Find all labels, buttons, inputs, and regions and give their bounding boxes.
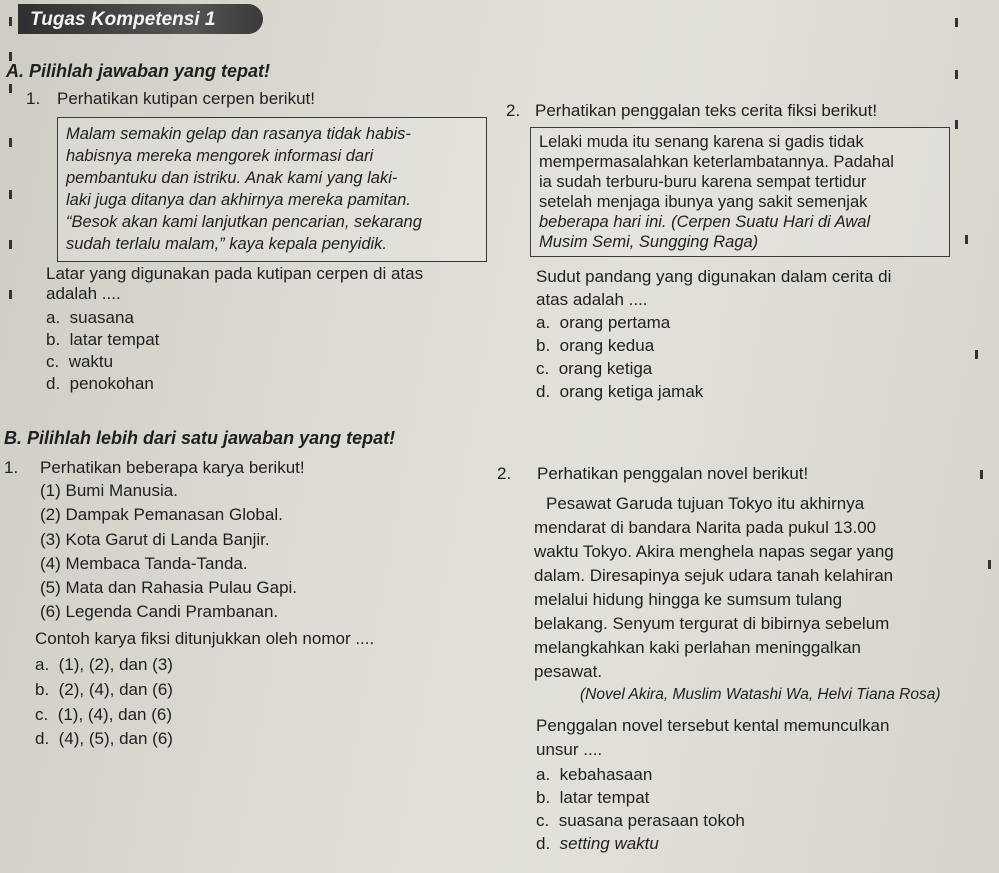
badge-label: Tugas Kompetensi 1 [30, 9, 216, 30]
margin-mark [955, 70, 958, 79]
margin-mark [9, 52, 12, 61]
b1-option-c[interactable]: c. (1), (4), dan (6) [35, 705, 172, 724]
margin-mark [965, 235, 968, 244]
margin-mark [955, 18, 958, 27]
margin-mark [9, 290, 12, 299]
b1-option-a[interactable]: a. (1), (2), dan (3) [35, 655, 173, 674]
margin-mark [975, 350, 978, 359]
section-b-heading: B. Pilihlah lebih dari satu jawaban yang tepat! [4, 428, 396, 448]
b1-item: (2) Dampak Pemanasan Global. [40, 505, 283, 524]
margin-mark [9, 84, 12, 93]
a2-excerpt-line: Lelaki muda itu senang karena si gadis tidak [539, 133, 864, 151]
competency-badge [18, 4, 263, 34]
a1-prompt: Perhatikan kutipan cerpen berikut! [57, 89, 315, 108]
margin-mark [9, 190, 12, 199]
b1-item: (1) Bumi Manusia. [40, 481, 178, 500]
b1-number: 1. [4, 458, 19, 477]
a1-excerpt-line: habisnya mereka mengorek informasi dari [66, 147, 374, 165]
b2-excerpt-line: melalui hidung hingga ke sumsum tulang [534, 590, 843, 609]
a1-option-d[interactable]: d. penokohan [46, 374, 154, 393]
margin-mark [955, 120, 958, 129]
b1-item: (6) Legenda Candi Prambanan. [40, 602, 279, 621]
margin-mark [980, 470, 983, 479]
a1-excerpt-line: sudah terlalu malam,” kaya kepala penyidik. [66, 235, 388, 253]
margin-mark [9, 138, 12, 147]
b2-question-line: Penggalan novel tersebut kental memunculkan [536, 716, 890, 735]
a2-option-c[interactable]: c. orang ketiga [536, 359, 653, 378]
b2-option-d[interactable]: d. setting waktu [536, 834, 659, 853]
b1-option-b[interactable]: b. (2), (4), dan (6) [35, 680, 173, 699]
b2-number: 2. [497, 464, 512, 483]
a1-number: 1. [26, 89, 41, 108]
section-a-heading: A. Pilihlah jawaban yang tepat! [6, 61, 271, 81]
b2-excerpt-line: melangkahkan kaki perlahan meninggalkan [534, 638, 861, 657]
b2-excerpt-line: dalam. Diresapinya sejuk udara tanah kelahiran [534, 566, 894, 585]
a1-excerpt-line: pembantuku dan istriku. Anak kami yang laki- [66, 169, 398, 187]
a1-question-line: Latar yang digunakan pada kutipan cerpen di atas [46, 264, 424, 283]
b2-excerpt-line: mendarat di bandara Narita pada pukul 13.00 [534, 518, 877, 537]
a2-excerpt-box [530, 127, 950, 257]
b1-item: (5) Mata dan Rahasia Pulau Gapi. [40, 578, 298, 597]
a2-question-line: Sudut pandang yang digunakan dalam cerita di [536, 267, 892, 286]
a1-option-a[interactable]: a. suasana [46, 308, 134, 327]
a1-option-c[interactable]: c. waktu [46, 352, 114, 371]
a2-excerpt-line: beberapa hari ini. (Cerpen Suatu Hari di Awal [539, 213, 871, 231]
a1-question-line: adalah .... [46, 284, 121, 303]
margin-mark [9, 17, 12, 26]
b2-excerpt-line: pesawat. [534, 662, 603, 681]
b2-source: (Novel Akira, Muslim Watashi Wa, Helvi Tiana Rosa) [580, 686, 941, 703]
a2-question-line: atas adalah .... [536, 290, 648, 309]
b2-option-c[interactable]: c. suasana perasaan tokoh [536, 811, 745, 830]
a2-excerpt-line: ia sudah terburu-buru karena sempat tertidur [539, 173, 867, 191]
margin-mark [988, 560, 991, 569]
margin-mark [9, 240, 12, 249]
a1-excerpt-line: “Besok akan kami lanjutkan pencarian, sekarang [66, 213, 422, 231]
a2-excerpt-line: Musim Semi, Sungging Raga) [539, 233, 759, 251]
b2-option-b[interactable]: b. latar tempat [536, 788, 650, 807]
a2-option-b[interactable]: b. orang kedua [536, 336, 655, 355]
b1-prompt: Perhatikan beberapa karya berikut! [40, 458, 305, 477]
a2-number: 2. [506, 101, 521, 120]
a2-excerpt-line: mempermasalahkan keterlambatannya. Padahal [539, 153, 894, 171]
b2-excerpt-line: waktu Tokyo. Akira menghela napas segar yang [534, 542, 894, 561]
b1-item: (4) Membaca Tanda-Tanda. [40, 554, 248, 573]
a2-prompt: Perhatikan penggalan teks cerita fiksi berikut! [535, 101, 878, 120]
b2-excerpt-line: belakang. Senyum tergurat di bibirnya sebelum [534, 614, 890, 633]
a2-option-a[interactable]: a. orang pertama [536, 313, 671, 332]
a1-option-b[interactable]: b. latar tempat [46, 330, 160, 349]
b2-question-line: unsur .... [536, 740, 603, 759]
b2-option-a[interactable]: a. kebahasaan [536, 765, 653, 784]
a1-excerpt-line: Malam semakin gelap dan rasanya tidak habis- [66, 125, 411, 143]
a1-excerpt-box [57, 117, 487, 262]
b2-prompt: Perhatikan penggalan novel berikut! [537, 464, 809, 483]
b1-question: Contoh karya fiksi ditunjukkan oleh nomor .... [35, 629, 375, 648]
a2-option-d[interactable]: d. orang ketiga jamak [536, 382, 704, 401]
b2-excerpt-line: Pesawat Garuda tujuan Tokyo itu akhirnya [546, 494, 865, 513]
b1-option-d[interactable]: d. (4), (5), dan (6) [35, 729, 173, 748]
a1-excerpt-line: laki juga ditanya dan akhirnya mereka pamitan. [66, 191, 411, 209]
b1-item: (3) Kota Garut di Landa Banjir. [40, 530, 270, 549]
a2-excerpt-line: setelah menjaga ibunya yang sakit semenjak [539, 193, 868, 211]
